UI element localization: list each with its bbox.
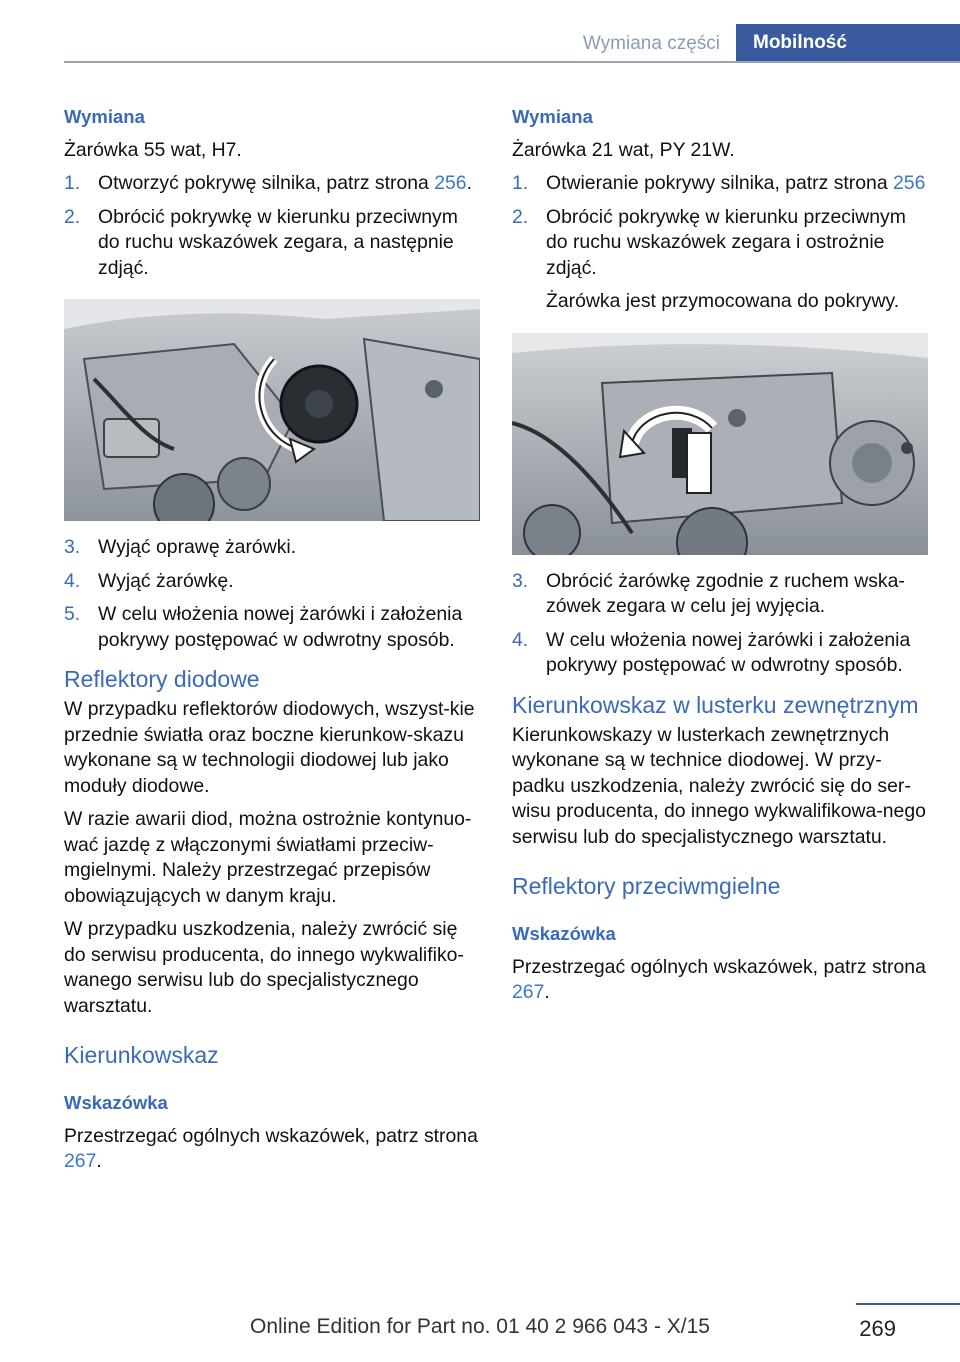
list-item: 2. Obrócić pokrywkę w kierunku przeciwnym do ruchu wskazówek zegara i ostrożnie zdjąć. Żarówka jest przymocowana do pokrywy. — [512, 205, 928, 315]
step-number: 5. — [64, 603, 81, 625]
page-number-rule — [856, 1303, 960, 1305]
list-item: 4. W celu włożenia nowej żarówki i założenia pokrywy postępować w odwrotny sposób. — [512, 628, 911, 676]
step-number: 3. — [64, 536, 81, 558]
bulb-spec: Żarówka 55 wat, H7. — [64, 138, 242, 161]
paragraph: W przypadku uszkodzenia, należy zwrócić się do serwisu producenta, do innego wykwalifiko-wanego serwisu lub do specjalistycznego warsztatu. — [64, 918, 464, 1017]
note-paragraph: Przestrzegać ogólnych wskazówek, patrz strona 267. — [512, 955, 926, 1003]
headlight-cover-illustration — [64, 299, 480, 521]
list-item: 1. Otwieranie pokrywy silnika, patrz strona 256 — [512, 171, 928, 197]
list-item: 3. Obrócić żarówkę zgodnie z ruchem wska-zówek zegara w celu jej wyjęcia. — [512, 569, 905, 617]
page-link[interactable]: 267 — [512, 981, 545, 1003]
note-paragraph: Przestrzegać ogólnych wskazówek, patrz strona 267. — [64, 1124, 478, 1172]
paragraph: W przypadku reflektorów diodowych, wszyst-kie przednie światła oraz boczne kierunkow-skazu wykonane są w technologii diodowej lub jako moduły diodowe. — [64, 698, 475, 797]
heading-fog-lights: Reflektory przeciwmgielne — [512, 873, 781, 899]
list-item: 4. Wyjąć żarówkę. — [64, 569, 480, 595]
subheading-note: Wskazówka — [64, 1092, 168, 1113]
step-number: 2. — [512, 205, 529, 228]
right-column — [512, 102, 928, 1014]
bulb-spec: Żarówka 21 wat, PY 21W. — [512, 138, 735, 161]
list-item: 1. Otworzyć pokrywę silnika, patrz strona 256. — [64, 171, 480, 197]
heading-turn-signal: Kierunkowskaz — [64, 1042, 219, 1068]
step-number: 4. — [64, 569, 81, 592]
step-number: 3. — [512, 569, 529, 592]
running-header-chapter: Mobilność — [736, 24, 960, 62]
footer-edition: Online Edition for Part no. 01 40 2 966 043 - X/15 — [250, 1315, 710, 1338]
step-number: 1. — [64, 172, 81, 194]
paragraph: W razie awarii diod, można ostrożnie kontynuo-wać jazdę z włączonymi światłami przeciw-mgielnymi. Należy przestrzegać przepisów obowiązujących w danym kraju. — [64, 808, 472, 907]
page-link[interactable]: 256 — [893, 172, 926, 194]
steps-list — [64, 171, 480, 281]
subheading-note: Wskazówka — [512, 923, 616, 944]
list-item: 5. W celu włożenia nowej żarówki i założenia pokrywy postępować w odwrotny sposób. — [64, 603, 463, 651]
page-number: 269 — [859, 1316, 896, 1341]
heading-led-headlights: Reflektory diodowe — [64, 666, 260, 692]
page-link[interactable]: 267 — [64, 1150, 97, 1172]
subheading-replacement: Wymiana — [512, 106, 593, 127]
list-item: 3. Wyjąć oprawę żarówki. — [64, 535, 480, 561]
subheading-replacement: Wymiana — [64, 106, 145, 127]
step-note: Żarówka jest przymocowana do pokrywy. — [546, 290, 900, 312]
steps-list — [512, 569, 928, 679]
step-number: 4. — [512, 628, 529, 651]
running-header-section: Wymiana części — [582, 33, 720, 54]
step-number: 2. — [64, 205, 81, 228]
steps-list — [64, 535, 480, 653]
page-link[interactable]: 256 — [434, 172, 467, 194]
step-number: 1. — [512, 172, 529, 194]
steps-list — [512, 171, 928, 315]
left-column — [64, 102, 480, 1183]
heading-mirror-turn-signal: Kierunkowskaz w lusterku zewnętrznym — [512, 691, 919, 718]
turn-signal-bulb-illustration — [512, 333, 928, 555]
paragraph: Kierunkowskazy w lusterkach zewnętrznych wykonane są w technice diodowej. W przy-padku uszkodzenia, należy zwrócić się do ser-wisu producenta, do innego wykwalifikowa-nego serwisu lub do specjalistycznego warsztatu. — [512, 723, 926, 848]
list-item: 2. Obrócić pokrywkę w kierunku przeciwnym do ruchu wskazówek zegara, a następnie zdjąć. — [64, 205, 458, 279]
header-rule — [64, 61, 960, 63]
